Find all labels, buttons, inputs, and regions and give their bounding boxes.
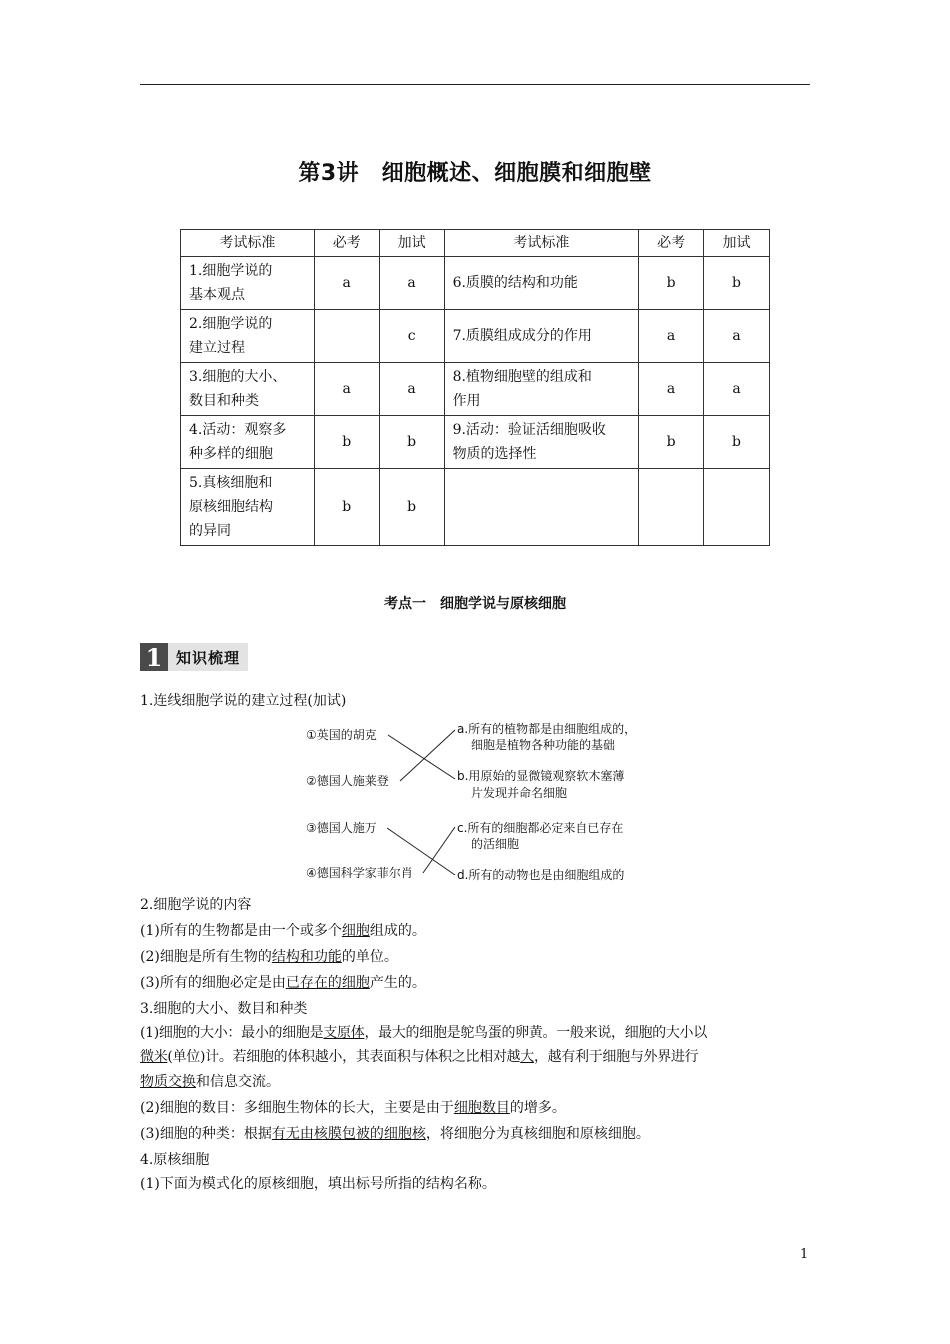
table-header: 考试标准 <box>181 230 315 257</box>
table-cell: a <box>379 257 444 310</box>
table-cell: b <box>639 416 704 469</box>
paragraph-line: (2)细胞的数目：多细胞生物体的长大，主要是由于细胞数目的增多。 <box>140 1100 566 1116</box>
table-cell: 8.植物细胞壁的组成和 作用 <box>444 363 639 416</box>
connector-line <box>423 827 455 873</box>
item-3-heading: 3.细胞的大小、数目和种类 <box>140 1001 308 1017</box>
table-cell <box>639 469 704 546</box>
connector-line <box>388 735 455 779</box>
table-cell: a <box>314 363 379 416</box>
paragraph-line: 物质交换和信息交流。 <box>140 1074 280 1090</box>
table-cell: b <box>379 469 444 546</box>
section-number: 1 <box>140 643 168 671</box>
diagram-right-b2: 片发现并命名细胞 <box>471 786 568 800</box>
table-row <box>181 363 770 416</box>
paragraph-line: (1)所有的生物都是由一个或多个细胞组成的。 <box>140 923 426 939</box>
table-cell: 7.质膜组成成分的作用 <box>444 310 639 363</box>
diagram-right-a1: a.所有的植物都是由细胞组成的， <box>457 722 637 736</box>
table-cell: 4.活动：观察多 种多样的细胞 <box>181 416 315 469</box>
exam-standard-table <box>180 229 770 546</box>
diagram-right-c1: c.所有的细胞都必定来自已存在 <box>457 821 624 835</box>
paragraph-line: (2)细胞是所有生物的结构和功能的单位。 <box>140 949 398 965</box>
table-row <box>181 310 770 363</box>
table-cell <box>444 469 639 546</box>
table-cell: 1.细胞学说的 基本观点 <box>181 257 315 310</box>
table-header: 必考 <box>639 230 704 257</box>
table-cell: 5.真核细胞和 原核细胞结构 的异同 <box>181 469 315 546</box>
table-cell: a <box>704 363 770 416</box>
item-2-heading: 2.细胞学说的内容 <box>140 897 252 913</box>
item-1-heading: 1.连线细胞学说的建立过程(加试) <box>140 693 347 709</box>
table-cell: a <box>639 363 704 416</box>
table-cell: 3.细胞的大小、 数目和种类 <box>181 363 315 416</box>
section-badge <box>140 643 248 671</box>
paragraph-line: 微米(单位)计。若细胞的体积越小，其表面积与体积之比相对越大，越有利于细胞与外界进行 <box>140 1049 699 1065</box>
table-cell: 2.细胞学说的 建立过程 <box>181 310 315 363</box>
table-cell: c <box>379 310 444 363</box>
table-row <box>181 416 770 469</box>
table-cell: b <box>639 257 704 310</box>
table-row <box>181 469 770 546</box>
paragraph-line: (3)细胞的种类：根据有无由核膜包被的细胞核，将细胞分为真核细胞和原核细胞。 <box>140 1126 650 1142</box>
table-header: 必考 <box>314 230 379 257</box>
table-cell: b <box>704 257 770 310</box>
page-title: 第3讲 细胞概述、细胞膜和细胞壁 <box>298 161 652 186</box>
paragraph-line: (1)细胞的大小：最小的细胞是支原体，最大的细胞是鸵鸟蛋的卵黄。一般来说，细胞的大小以 <box>140 1025 707 1041</box>
table-cell: b <box>704 416 770 469</box>
diagram-left-2: ②德国人施莱登 <box>306 774 389 788</box>
diagram-right-d1: d.所有的动物也是由细胞组成的 <box>457 868 625 882</box>
diagram-right-c2: 的活细胞 <box>471 837 520 851</box>
item-4-heading: 4.原核细胞 <box>140 1152 210 1168</box>
table-cell: a <box>379 363 444 416</box>
diagram-right-b1: b.用原始的显微镜观察软木塞薄 <box>457 769 625 783</box>
table-header: 加试 <box>379 230 444 257</box>
diagram-right-a2: 细胞是植物各种功能的基础 <box>471 738 616 752</box>
diagram-left-4: ④德国科学家菲尔肖 <box>306 866 413 880</box>
table-cell: a <box>704 310 770 363</box>
matching-diagram <box>300 718 650 888</box>
kaodian-heading: 考点一 细胞学说与原核细胞 <box>384 596 566 612</box>
table-cell <box>704 469 770 546</box>
page-number: 1 <box>800 1247 809 1262</box>
diagram-left-1: ①英国的胡克 <box>306 728 377 742</box>
table-cell: a <box>639 310 704 363</box>
table-cell: b <box>314 416 379 469</box>
table-cell: 9.活动：验证活细胞吸收 物质的选择性 <box>444 416 639 469</box>
table-header-row <box>181 230 770 257</box>
table-header: 加试 <box>704 230 770 257</box>
table-cell <box>314 310 379 363</box>
section-label: 知识梳理 <box>168 643 248 671</box>
table-header: 考试标准 <box>444 230 639 257</box>
table-row <box>181 257 770 310</box>
paragraph-line: (3)所有的细胞必定是由已存在的细胞产生的。 <box>140 975 426 991</box>
diagram-left-3: ③德国人施万 <box>306 821 377 835</box>
table-cell: a <box>314 257 379 310</box>
table-cell: b <box>314 469 379 546</box>
table-cell: b <box>379 416 444 469</box>
paragraph-line: (1)下面为模式化的原核细胞，填出标号所指的结构名称。 <box>140 1176 496 1192</box>
header-rule <box>140 84 810 85</box>
table-cell: 6.质膜的结构和功能 <box>444 257 639 310</box>
